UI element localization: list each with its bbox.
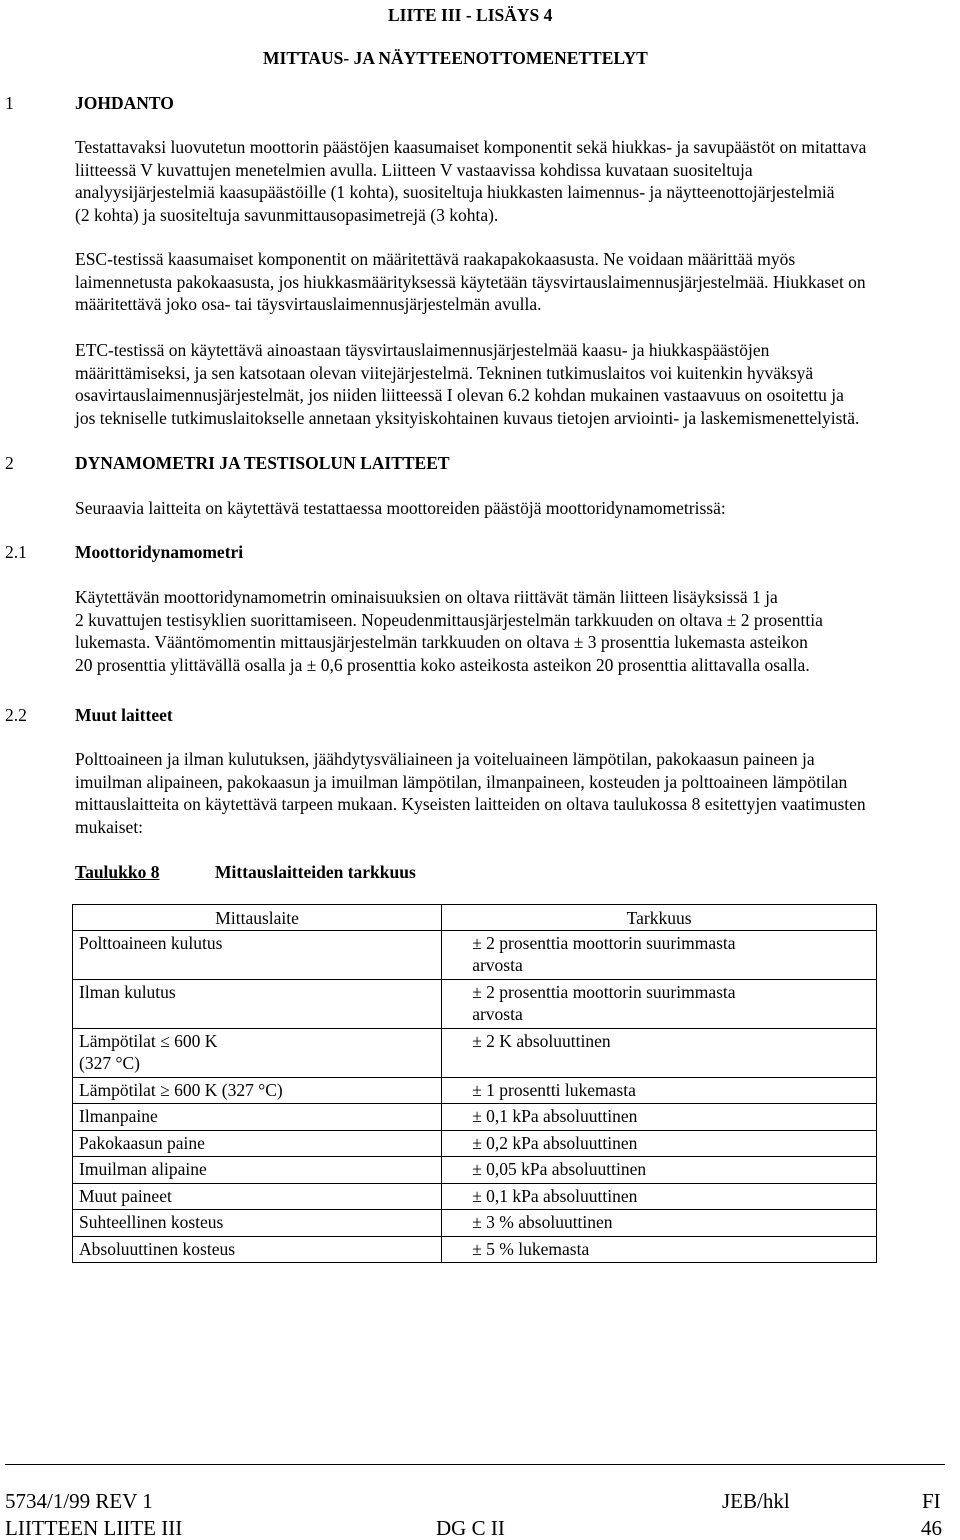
section-1-number: 1: [5, 93, 14, 113]
table-row: [73, 930, 877, 979]
section-2-intro: Seuraavia laitteita on käytettävä testattaessa moottoreiden päästöjä moottoridynamometrissä:: [75, 498, 726, 518]
accuracy-cell: [442, 930, 877, 979]
appendix-label: LIITE III - LISÄYS 4: [388, 5, 553, 25]
device-cell: [73, 1104, 442, 1131]
column-header-device: Mittauslaite: [73, 905, 442, 931]
accuracy-cell: [442, 1028, 877, 1077]
device-cell: [73, 1130, 442, 1157]
table-row: [73, 1104, 877, 1131]
section-1-title: JOHDANTO: [75, 93, 174, 113]
device-cell: [73, 1157, 442, 1184]
device-text: Lämpötilat ≤ 600 K: [79, 1030, 218, 1051]
table-caption: Mittauslaitteiden tarkkuus: [215, 862, 416, 882]
accuracy-text: ± 5 % lukemasta: [472, 1238, 590, 1259]
accuracy-text: ± 2 prosenttia moottorin suurimmasta: [472, 981, 736, 1002]
footer-annex: LIITTEEN LIITE III: [5, 1516, 183, 1540]
table-row: [73, 1183, 877, 1210]
section-2-2-paragraph: Polttoaineen ja ilman kulutuksen, jäähdytysväliaineen ja voiteluaineen lämpötilan, pakokaasun paineen ja imuilman alipaineen, pakokaasun ja imuilman lämpötilan, ilmanpaineen, kosteuden ja polttoaineen lämpötilan mittauslaitteita on käytettävä tarpeen mukaan. Kyseisten laitteiden on oltava taulukossa 8 esitettyjen vaatimusten mukaiset:: [75, 749, 866, 837]
column-header-accuracy: Tarkkuus: [442, 905, 877, 931]
device-text: Ilmanpaine: [79, 1106, 158, 1126]
device-cell: [73, 1183, 442, 1210]
device-text: (327 °C): [79, 1053, 140, 1073]
device-text: Ilman kulutus: [79, 981, 176, 1002]
table-label: Taulukko 8: [75, 862, 160, 882]
section-2-title: DYNAMOMETRI JA TESTISOLUN LAITTEET: [75, 453, 450, 473]
section-2-1-paragraph: Käytettävän moottoridynamometrin ominaisuuksien on oltava riittävät tämän liitteen lisäyksissä 1 ja 2 kuvattujen testisyklien suorittamiseen. Nopeudenmittausjärjestelmän tarkkuuden on oltava ± 2 prosenttia lukemasta. Vääntömomentin mittausjärjestelmän tarkkuuden on oltava ± 3 prosenttia lukemasta asteikon 20 prosenttia ylittävällä osalla ja ± 0,6 prosenttia koko asteikosta asteikon 20 prosenttia alittavalla osalla.: [75, 587, 823, 675]
table-row: [73, 1210, 877, 1237]
table-row: [73, 1077, 877, 1104]
accuracy-text: ± 0,1 kPa absoluuttinen: [472, 1185, 638, 1206]
footer-doc-ref: 5734/1/99 REV 1: [5, 1489, 153, 1513]
document-title: MITTAUS- JA NÄYTTEENOTTOMENETTELYT: [263, 48, 648, 68]
accuracy-text: ± 0,1 kPa absoluuttinen: [472, 1106, 638, 1126]
table-row: [73, 1157, 877, 1184]
device-text: Polttoaineen kulutus: [79, 932, 223, 953]
table-row: [73, 1130, 877, 1157]
section-2-2-title: Muut laitteet: [75, 705, 173, 725]
accuracy-cell: [442, 1077, 877, 1104]
accuracy-cell: [442, 1104, 877, 1131]
accuracy-cell: [442, 1210, 877, 1237]
accuracy-cell: [442, 1183, 877, 1210]
section-2-1-title: Moottoridynamometri: [75, 542, 244, 562]
accuracy-text: ± 3 % absoluuttinen: [472, 1212, 613, 1232]
accuracy-text: arvosta: [472, 1004, 523, 1024]
table-row: [73, 1236, 877, 1263]
footer-dg: DG C II: [436, 1516, 505, 1540]
device-cell: [73, 979, 442, 1028]
device-cell: [73, 1210, 442, 1237]
accuracy-cell: [442, 1236, 877, 1263]
device-cell: [73, 930, 442, 979]
table-row: [73, 979, 877, 1028]
accuracy-cell: [442, 1130, 877, 1157]
footer-language: FI: [922, 1489, 941, 1513]
device-text: Imuilman alipaine: [79, 1159, 207, 1179]
accuracy-text: ± 1 prosentti lukemasta: [472, 1079, 636, 1100]
section-2-1-number: 2.1: [5, 542, 27, 562]
accuracy-cell: [442, 1157, 877, 1184]
section-2-2-number: 2.2: [5, 705, 27, 725]
device-text: Lämpötilat ≥ 600 K (327 °C): [79, 1079, 283, 1100]
footer-rule: [5, 1464, 945, 1465]
device-cell: [73, 1077, 442, 1104]
accuracy-text: ± 0,05 kPa absoluuttinen: [472, 1159, 647, 1179]
section-1-paragraph-1: Testattavaksi luovutetun moottorin päästöjen kaasumaiset komponentit sekä hiukkas- ja savupäästöt on mitattava liitteessä V kuvattujen menetelmien avulla. Liitteen V vastaavissa kohdissa kuvataan suositeltuja analyysijärjestelmiä kaasupäästöille (1 kohta), suositeltuja hiukkasten laimennus- ja näytteenottojärjestelmiä (2 kohta) ja suositeltuja savunmittausopasimetrejä (3 kohta).: [75, 137, 867, 225]
footer-page-number: 46: [921, 1516, 942, 1540]
accuracy-table: [72, 904, 877, 1263]
accuracy-text: ± 2 K absoluuttinen: [472, 1030, 611, 1051]
section-2-number: 2: [5, 453, 14, 473]
device-cell: [73, 1236, 442, 1263]
section-1-paragraph-2: ESC-testissä kaasumaiset komponentit on määritettävä raakapakokaasusta. Ne voidaan määrittää myös laimennetusta pakokaasusta, jos hiukkasmäärityksessä käytetään täysvirtauslaimennusjärjestelmää. Hiukkaset on määritettävä joko osa- tai täysvirtauslaimennusjärjestelmän avulla.: [75, 249, 866, 314]
device-text: Pakokaasun paine: [79, 1132, 205, 1153]
accuracy-cell: [442, 979, 877, 1028]
table-header-row: [73, 905, 877, 931]
device-text: Muut paineet: [79, 1185, 172, 1206]
device-text: Absoluuttinen kosteus: [79, 1238, 236, 1259]
section-1-paragraph-3: ETC-testissä on käytettävä ainoastaan täysvirtauslaimennusjärjestelmää kaasu- ja hiukkaspäästöjen määrittämiseksi, ja sen katsotaan olevan viitejärjestelmä. Tekninen tutkimuslaitos voi kuitenkin hyväksyä osavirtauslaimennusjärjestelmät, jos niiden liitteessä I olevan 6.2 kohdan mukainen vastaavuus on osoitettu ja jos tekniselle tutkimuslaitokselle annetaan yksityiskohtainen kuvaus tietojen arviointi- ja laskemismenettelyistä.: [75, 340, 860, 428]
accuracy-text: ± 2 prosenttia moottorin suurimmasta: [472, 932, 736, 953]
table-row: [73, 1028, 877, 1077]
accuracy-text: arvosta: [472, 955, 523, 975]
accuracy-text: ± 0,2 kPa absoluuttinen: [472, 1132, 638, 1153]
device-cell: [73, 1028, 442, 1077]
footer-initials: JEB/hkl: [722, 1489, 790, 1513]
device-text: Suhteellinen kosteus: [79, 1212, 224, 1232]
